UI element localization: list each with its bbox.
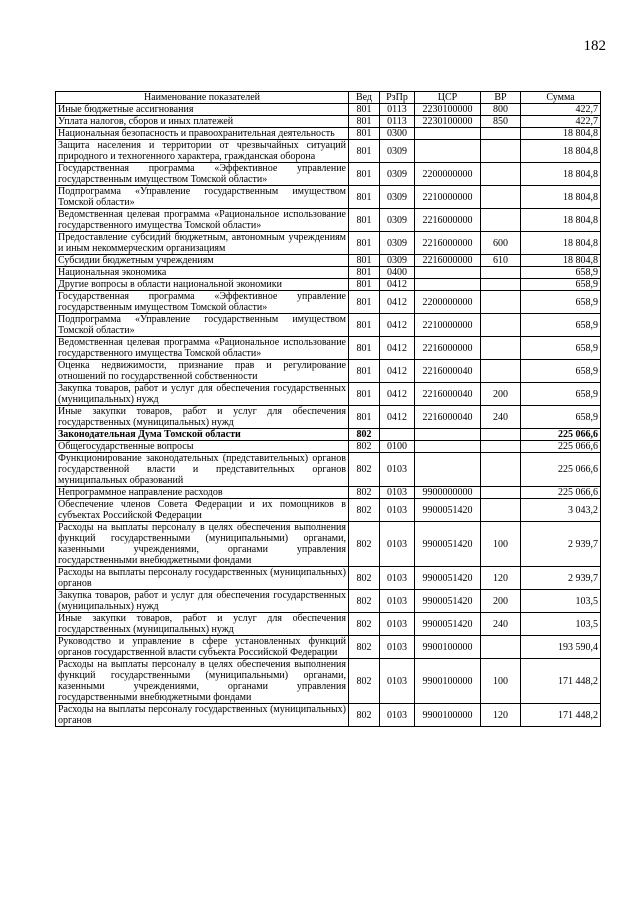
row-ved-cell: 801: [349, 186, 380, 209]
table-row: [56, 186, 601, 209]
row-name-cell: Расходы на выплаты персоналу в целях обеспечения выполнения функций государственными (муниципальными) органами, казенными учреждениями, органами управления государственными внебюджетными фондами: [56, 659, 349, 704]
row-vr-cell: [481, 267, 521, 279]
table-row: [56, 314, 601, 337]
row-csr-cell: 2216000000: [415, 232, 481, 255]
row-csr-cell: 9900100000: [415, 659, 481, 704]
row-ved-cell: 802: [349, 613, 380, 636]
table-row: [56, 232, 601, 255]
table-row: [56, 453, 601, 487]
row-rzpr-cell: 0309: [380, 163, 415, 186]
row-name-cell: Расходы на выплаты персоналу государственных (муниципальных) органов: [56, 704, 349, 727]
row-sum-cell: 171 448,2: [521, 704, 601, 727]
row-name-cell: Функционирование законодательных (представительных) органов государственной власти и представительных органов муниципальных образований: [56, 453, 349, 487]
table-row: [56, 291, 601, 314]
table-row: [56, 659, 601, 704]
row-ved-cell: 801: [349, 337, 380, 360]
row-rzpr-cell: 0103: [380, 453, 415, 487]
row-sum-cell: 103,5: [521, 613, 601, 636]
row-name-cell: Общегосударственные вопросы: [56, 441, 349, 453]
row-vr-cell: [481, 209, 521, 232]
row-ved-cell: 801: [349, 279, 380, 291]
row-csr-cell: [415, 128, 481, 140]
column-header-rzpr: РзПр: [380, 92, 415, 104]
row-rzpr-cell: 0103: [380, 487, 415, 499]
table-row: [56, 279, 601, 291]
row-name-cell: Расходы на выплаты персоналу в целях обеспечения выполнения функций государственными (муниципальными) органами, казенными учреждениями, органами управления государственными внебюджетными фондами: [56, 522, 349, 567]
row-sum-cell: 658,9: [521, 279, 601, 291]
row-name-cell: Законодательная Дума Томской области: [56, 429, 349, 441]
row-rzpr-cell: 0412: [380, 360, 415, 383]
row-rzpr-cell: 0412: [380, 383, 415, 406]
row-vr-cell: 200: [481, 590, 521, 613]
row-ved-cell: 802: [349, 453, 380, 487]
row-name-cell: Иные бюджетные ассигнования: [56, 104, 349, 116]
table-row: [56, 140, 601, 163]
row-name-cell: Оценка недвижимости, признание прав и регулирование отношений по государственной собственности: [56, 360, 349, 383]
row-vr-cell: [481, 453, 521, 487]
row-vr-cell: [481, 163, 521, 186]
table-row: [56, 487, 601, 499]
row-ved-cell: 801: [349, 232, 380, 255]
row-rzpr-cell: 0103: [380, 704, 415, 727]
row-rzpr-cell: 0412: [380, 337, 415, 360]
row-name-cell: Подпрограмма «Управление государственным имуществом Томской области»: [56, 314, 349, 337]
row-ved-cell: 802: [349, 590, 380, 613]
row-csr-cell: [415, 441, 481, 453]
row-csr-cell: [415, 267, 481, 279]
table-row: [56, 429, 601, 441]
table-row: [56, 209, 601, 232]
row-rzpr-cell: 0412: [380, 406, 415, 429]
row-rzpr-cell: 0309: [380, 209, 415, 232]
row-vr-cell: [481, 337, 521, 360]
row-rzpr-cell: 0400: [380, 267, 415, 279]
row-vr-cell: [481, 314, 521, 337]
table-row: [56, 704, 601, 727]
row-ved-cell: 801: [349, 383, 380, 406]
row-csr-cell: 9900051420: [415, 613, 481, 636]
row-vr-cell: 120: [481, 704, 521, 727]
row-rzpr-cell: 0309: [380, 140, 415, 163]
row-vr-cell: 240: [481, 406, 521, 429]
row-vr-cell: [481, 140, 521, 163]
row-rzpr-cell: 0100: [380, 441, 415, 453]
table-row: [56, 522, 601, 567]
row-ved-cell: 801: [349, 116, 380, 128]
row-vr-cell: 200: [481, 383, 521, 406]
row-name-cell: Иные закупки товаров, работ и услуг для обеспечения государственных (муниципальных) нужд: [56, 613, 349, 636]
row-name-cell: Государственная программа «Эффективное управление государственным имуществом Томской области»: [56, 163, 349, 186]
row-sum-cell: 2 939,7: [521, 522, 601, 567]
table-row: [56, 590, 601, 613]
row-name-cell: Защита населения и территории от чрезвычайных ситуаций природного и техногенного характера, гражданская оборона: [56, 140, 349, 163]
row-csr-cell: 9900051420: [415, 590, 481, 613]
row-ved-cell: 801: [349, 163, 380, 186]
row-sum-cell: 18 804,8: [521, 209, 601, 232]
row-rzpr-cell: 0309: [380, 255, 415, 267]
table-row: [56, 567, 601, 590]
row-rzpr-cell: 0103: [380, 567, 415, 590]
row-sum-cell: 103,5: [521, 590, 601, 613]
row-vr-cell: [481, 360, 521, 383]
row-vr-cell: [481, 429, 521, 441]
row-ved-cell: 801: [349, 406, 380, 429]
row-vr-cell: 800: [481, 104, 521, 116]
row-sum-cell: 18 804,8: [521, 232, 601, 255]
row-name-cell: Национальная безопасность и правоохранительная деятельность: [56, 128, 349, 140]
row-name-cell: Предоставление субсидий бюджетным, автономным учреждениям и иным некоммерческим организациям: [56, 232, 349, 255]
row-csr-cell: [415, 140, 481, 163]
row-csr-cell: 2210000000: [415, 314, 481, 337]
row-rzpr-cell: [380, 429, 415, 441]
row-name-cell: Субсидии бюджетным учреждениям: [56, 255, 349, 267]
row-csr-cell: 2230100000: [415, 116, 481, 128]
row-name-cell: Национальная экономика: [56, 267, 349, 279]
row-vr-cell: 610: [481, 255, 521, 267]
row-sum-cell: 658,9: [521, 406, 601, 429]
row-name-cell: Расходы на выплаты персоналу государственных (муниципальных) органов: [56, 567, 349, 590]
row-rzpr-cell: 0113: [380, 104, 415, 116]
row-rzpr-cell: 0412: [380, 279, 415, 291]
table-row: [56, 636, 601, 659]
column-header-sum: Сумма: [521, 92, 601, 104]
row-name-cell: Обеспечение членов Совета Федерации и их помощников в субъектах Российской Федерации: [56, 499, 349, 522]
row-name-cell: Закупка товаров, работ и услуг для обеспечения государственных (муниципальных) нужд: [56, 590, 349, 613]
row-sum-cell: 225 066,6: [521, 429, 601, 441]
row-csr-cell: 2216000040: [415, 383, 481, 406]
row-csr-cell: 2216000000: [415, 209, 481, 232]
row-csr-cell: [415, 453, 481, 487]
row-csr-cell: 9900100000: [415, 704, 481, 727]
row-rzpr-cell: 0300: [380, 128, 415, 140]
row-rzpr-cell: 0103: [380, 590, 415, 613]
row-ved-cell: 802: [349, 487, 380, 499]
column-header-vr: ВР: [481, 92, 521, 104]
row-csr-cell: 2216000000: [415, 255, 481, 267]
column-header-name: Наименование показателей: [56, 92, 349, 104]
row-rzpr-cell: 0103: [380, 499, 415, 522]
row-rzpr-cell: 0103: [380, 613, 415, 636]
row-name-cell: Руководство и управление в сфере установленных функций органов государственной власти субъекта Российской Федерации: [56, 636, 349, 659]
table-body: [56, 104, 601, 727]
table-header-row: [56, 92, 601, 104]
row-ved-cell: 801: [349, 360, 380, 383]
row-name-cell: Ведомственная целевая программа «Рациональное использование государственного имущества Томской области»: [56, 209, 349, 232]
row-ved-cell: 801: [349, 128, 380, 140]
table-row: [56, 406, 601, 429]
row-vr-cell: [481, 441, 521, 453]
row-sum-cell: 3 043,2: [521, 499, 601, 522]
page-number: 182: [583, 38, 606, 54]
row-rzpr-cell: 0309: [380, 186, 415, 209]
row-name-cell: Иные закупки товаров, работ и услуг для обеспечения государственных (муниципальных) нужд: [56, 406, 349, 429]
table-row: [56, 383, 601, 406]
row-ved-cell: 802: [349, 522, 380, 567]
row-sum-cell: 225 066,6: [521, 487, 601, 499]
table-row: [56, 163, 601, 186]
row-vr-cell: [481, 487, 521, 499]
row-ved-cell: 802: [349, 499, 380, 522]
row-sum-cell: 225 066,6: [521, 453, 601, 487]
row-rzpr-cell: 0103: [380, 636, 415, 659]
row-name-cell: Государственная программа «Эффективное управление государственным имуществом Томской области»: [56, 291, 349, 314]
row-sum-cell: 171 448,2: [521, 659, 601, 704]
row-ved-cell: 801: [349, 209, 380, 232]
row-sum-cell: 658,9: [521, 267, 601, 279]
row-vr-cell: [481, 186, 521, 209]
row-name-cell: Подпрограмма «Управление государственным имуществом Томской области»: [56, 186, 349, 209]
row-csr-cell: 2230100000: [415, 104, 481, 116]
row-name-cell: Закупка товаров, работ и услуг для обеспечения государственных (муниципальных) нужд: [56, 383, 349, 406]
row-rzpr-cell: 0113: [380, 116, 415, 128]
row-name-cell: Ведомственная целевая программа «Рациональное использование государственного имущества Томской области»: [56, 337, 349, 360]
row-sum-cell: 422,7: [521, 116, 601, 128]
row-rzpr-cell: 0412: [380, 291, 415, 314]
row-ved-cell: 802: [349, 659, 380, 704]
row-sum-cell: 658,9: [521, 314, 601, 337]
row-vr-cell: 600: [481, 232, 521, 255]
row-rzpr-cell: 0103: [380, 522, 415, 567]
row-csr-cell: 2216000040: [415, 406, 481, 429]
row-sum-cell: 18 804,8: [521, 163, 601, 186]
row-csr-cell: 9900100000: [415, 636, 481, 659]
row-sum-cell: 225 066,6: [521, 441, 601, 453]
row-vr-cell: [481, 279, 521, 291]
row-csr-cell: 2216000040: [415, 360, 481, 383]
row-vr-cell: [481, 128, 521, 140]
table-row: [56, 255, 601, 267]
column-header-csr: ЦСР: [415, 92, 481, 104]
row-ved-cell: 801: [349, 291, 380, 314]
row-ved-cell: 801: [349, 140, 380, 163]
row-ved-cell: 802: [349, 567, 380, 590]
row-rzpr-cell: 0103: [380, 659, 415, 704]
row-vr-cell: 240: [481, 613, 521, 636]
row-sum-cell: 18 804,8: [521, 128, 601, 140]
table-row: [56, 337, 601, 360]
table-row: [56, 499, 601, 522]
row-csr-cell: 2200000000: [415, 163, 481, 186]
row-name-cell: Непрограммное направление расходов: [56, 487, 349, 499]
row-rzpr-cell: 0412: [380, 314, 415, 337]
row-ved-cell: 801: [349, 267, 380, 279]
row-vr-cell: 100: [481, 522, 521, 567]
table-row: [56, 116, 601, 128]
row-ved-cell: 802: [349, 441, 380, 453]
row-sum-cell: 658,9: [521, 337, 601, 360]
row-ved-cell: 801: [349, 255, 380, 267]
row-csr-cell: 2200000000: [415, 291, 481, 314]
column-header-ved: Вед: [349, 92, 380, 104]
row-csr-cell: 2216000000: [415, 337, 481, 360]
table-row: [56, 267, 601, 279]
row-name-cell: Другие вопросы в области национальной экономики: [56, 279, 349, 291]
row-ved-cell: 802: [349, 704, 380, 727]
row-vr-cell: 850: [481, 116, 521, 128]
row-csr-cell: 9900051420: [415, 567, 481, 590]
row-csr-cell: 9900051420: [415, 499, 481, 522]
table-row: [56, 104, 601, 116]
table-row: [56, 613, 601, 636]
row-sum-cell: 18 804,8: [521, 140, 601, 163]
row-sum-cell: 658,9: [521, 360, 601, 383]
row-vr-cell: 100: [481, 659, 521, 704]
row-sum-cell: 658,9: [521, 383, 601, 406]
row-sum-cell: 18 804,8: [521, 255, 601, 267]
row-sum-cell: 658,9: [521, 291, 601, 314]
row-ved-cell: 801: [349, 314, 380, 337]
row-csr-cell: [415, 429, 481, 441]
row-vr-cell: 120: [481, 567, 521, 590]
row-rzpr-cell: 0309: [380, 232, 415, 255]
row-sum-cell: 2 939,7: [521, 567, 601, 590]
row-csr-cell: 2210000000: [415, 186, 481, 209]
row-vr-cell: [481, 636, 521, 659]
row-ved-cell: 801: [349, 104, 380, 116]
row-sum-cell: 193 590,4: [521, 636, 601, 659]
row-name-cell: Уплата налогов, сборов и иных платежей: [56, 116, 349, 128]
row-vr-cell: [481, 499, 521, 522]
table-row: [56, 128, 601, 140]
budget-table: [55, 91, 601, 727]
row-vr-cell: [481, 291, 521, 314]
row-ved-cell: 802: [349, 636, 380, 659]
table-row: [56, 441, 601, 453]
row-csr-cell: 9900000000: [415, 487, 481, 499]
row-sum-cell: 422,7: [521, 104, 601, 116]
row-csr-cell: [415, 279, 481, 291]
row-ved-cell: 802: [349, 429, 380, 441]
row-sum-cell: 18 804,8: [521, 186, 601, 209]
row-csr-cell: 9900051420: [415, 522, 481, 567]
table-row: [56, 360, 601, 383]
